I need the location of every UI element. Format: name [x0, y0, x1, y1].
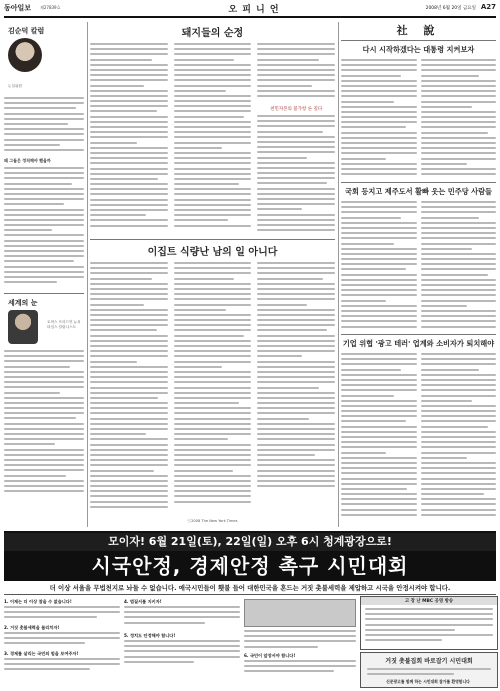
editorial-body-text	[341, 59, 417, 179]
ad-item-title: 5. 정치도 안정해야 합니다!	[124, 633, 176, 638]
editorial-column	[341, 22, 496, 522]
column-body-text	[4, 97, 84, 155]
page-number: A27	[480, 3, 496, 11]
column-divider	[87, 22, 88, 527]
article-body-text	[257, 115, 335, 235]
issue-date: 2008년 6월 20일 금요일	[425, 6, 476, 11]
editorial-body-text	[341, 201, 417, 331]
ad-footer-text: 신문광고를 함께 하는 시민대회 참가를 환영합니다	[386, 679, 470, 684]
article-body-text	[90, 262, 168, 517]
top-rule	[4, 16, 496, 18]
editorial-headline: 국회 등지고 제주도서 활빠 웃는 민주당 사람들	[345, 187, 492, 196]
ad-lead-text: 더 이상 서울을 무법천지로 놔둘 수 없습니다. 애국시민들이 횃불 들어 대한민국을 혼드는 거짓 촛불세력을 제압하고 시국을 안정시켜야 합니다.	[4, 582, 496, 595]
columnist-byline: 토머스 프리드먼 뉴욕타임스 칼럼니스트	[47, 320, 81, 329]
middle-column	[90, 22, 335, 522]
ad-body	[4, 596, 496, 687]
article-headline: 이집트 식량난 남의 일 아니다	[147, 247, 278, 258]
article-footnote: ⓒ2008 The New York Times	[187, 519, 238, 523]
column-divider	[338, 22, 339, 527]
editorial-body-text	[421, 59, 497, 179]
left-column	[4, 22, 84, 522]
section-title: 오 피 니 언	[228, 5, 280, 15]
columnist-portrait	[8, 310, 38, 344]
editorial-body-text	[421, 201, 497, 331]
ad-item-title: 2. 거짓 촛불세력을 물리치자!	[4, 625, 60, 630]
columnist-portrait	[8, 38, 42, 72]
ad-item-title: 6. 국민이 앞장서야 합니다!	[244, 653, 296, 658]
editorial-body-text	[421, 353, 497, 523]
issue-number: 제27839호	[40, 5, 61, 10]
editorial-headline: 기업 위협 '광고 테러' 업계와 소비자가 퇴치해야	[342, 339, 495, 348]
columnist-title: 김순덕 칼럼	[8, 27, 45, 35]
article-body-text	[174, 43, 252, 233]
ad-photo	[244, 599, 356, 627]
editorial-section-title: 社 說	[341, 22, 496, 41]
article-body-text	[90, 43, 168, 233]
section-divider	[341, 334, 496, 335]
editorial-headline: 다시 시작하겠다는 대통령 지켜보자	[362, 45, 475, 54]
ad-banner-strip: 모이자! 6월 21일(토), 22일(일) 오후 6시 청계광장으로!	[4, 533, 496, 551]
ad-item-title: 3. 경제를 살리는 국민의 힘을 보여주자!	[4, 651, 79, 656]
article-body-text	[257, 262, 335, 517]
section-divider	[90, 239, 335, 240]
columnist-byline: 논설위원	[8, 84, 22, 88]
section-divider	[4, 293, 84, 294]
column-subhead: 왜 그들은 정직해야 했을까	[4, 158, 51, 163]
ad-item-title: 1. 이제는 더 이상 참을 수 없습니다!	[4, 599, 72, 604]
section-divider	[341, 182, 496, 183]
column-body-text	[4, 350, 84, 500]
paper-name: 동아일보	[4, 4, 32, 12]
ad-item-title: 4. 법질서를 지키자!	[124, 599, 162, 604]
masthead	[4, 2, 496, 16]
article-body-text	[257, 43, 335, 103]
ad-main-title: 시국안정, 경제안정 촉구 시민대회	[4, 551, 496, 581]
article-subhead: 천민자본의 불가항 른 깊다	[270, 107, 323, 112]
editorial-body-text	[341, 353, 417, 523]
ad-box-heading: 고 장 난 MBC 공영 방송	[361, 597, 497, 605]
article-headline: 돼지들의 순정	[181, 28, 244, 39]
ad-column	[124, 596, 240, 687]
ad-sign-title: 거짓 촛불집회 바로잡기 시민대회	[385, 658, 473, 665]
column-body-text	[4, 167, 84, 287]
ad-info-box	[360, 596, 498, 650]
article-body-text	[174, 262, 252, 517]
columnist-title: 세계의 눈	[8, 299, 38, 307]
ad-column	[4, 596, 120, 687]
ad-column	[244, 596, 356, 687]
